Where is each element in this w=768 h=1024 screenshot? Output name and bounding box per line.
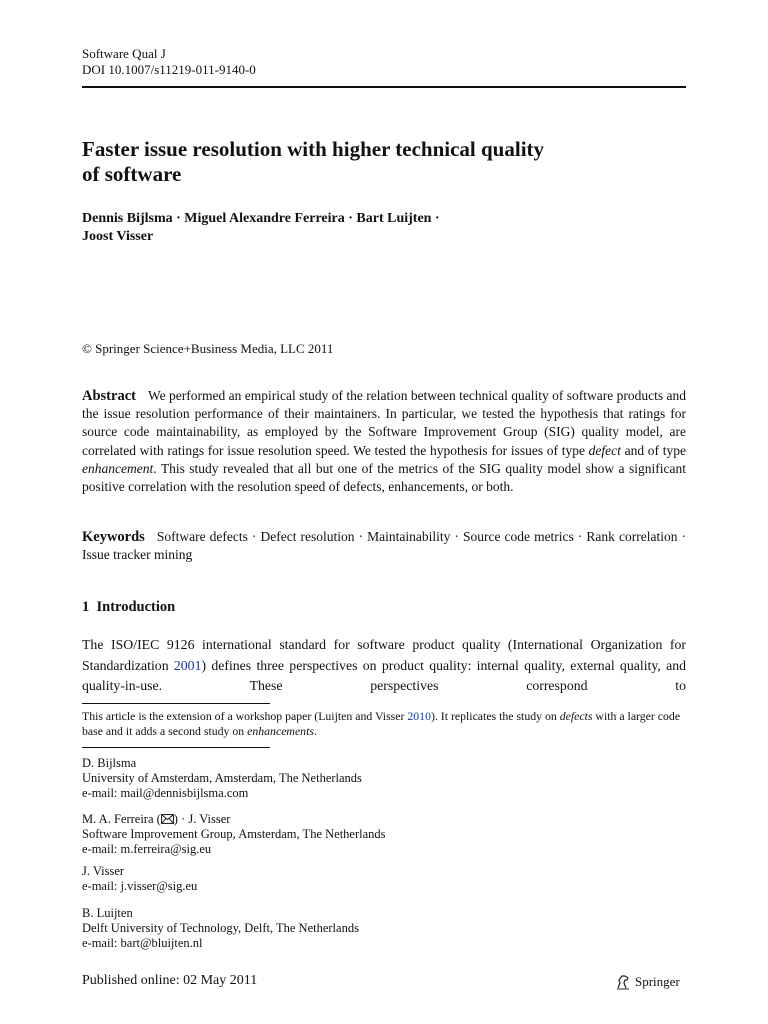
footnote-italic-defects: defects (559, 709, 593, 723)
keywords-heading: Keywords (82, 529, 145, 545)
keywords-text: Software defects · Defect resolution · Maintainability · Source code metrics · Rank correlation · Issue tracker mining (82, 529, 686, 563)
footnote-text-1: This article is the extension of a workshop paper (Luijten and Visser (82, 709, 408, 723)
footnote-text-2: ). It replicates the study on (430, 709, 560, 723)
title-line-1: Faster issue resolution with higher technical quality (82, 137, 545, 161)
title-line-2: of software (82, 162, 182, 186)
abstract-text-2: and of type (620, 442, 686, 458)
section-title: Introduction (96, 599, 176, 615)
header-rule (82, 86, 686, 88)
section-heading (82, 599, 175, 616)
abstract-text-1: We performed an empirical study of the relation between technical quality of software products and the issue resolution performance of their maintainers. In particular, we tested the hypothesis that ratings for source code maintainability, as employed by the Software Improvement Group (SIG) quality model, are correlated with ratings for issue resolution speed. We tested the hypothesis for issues of type (82, 388, 686, 458)
intro-text-2: ) defines three perspectives on product quality: internal quality, external quality, and quality-in-use. These perspectives correspond to (82, 657, 687, 694)
copyright: © Springer Science+Business Media, LLC 2011 (82, 341, 334, 356)
affiliation-name: D. Bijlsma (82, 756, 137, 770)
abstract-heading: Abstract (82, 388, 136, 404)
author-list (82, 210, 692, 246)
affiliation-name (82, 812, 386, 827)
abstract-text-3: . This study revealed that all but one of the metrics of the SIG quality model show a significant positive correlation with the resolution speed of defects, enhancements, or both. (82, 460, 686, 495)
publisher-mark (615, 974, 680, 990)
affiliation-org: University of Amsterdam, Amsterdam, The Netherlands (82, 771, 362, 785)
intro-text-1: The ISO/IEC 9126 international standard for software product quality (International Organization for Standardization (82, 637, 686, 673)
intro-paragraph (82, 635, 686, 697)
footnote (82, 709, 692, 739)
affiliation-name: J. Visser (82, 864, 125, 878)
footnote-rule (82, 703, 270, 704)
journal-name: Software Qual J (82, 46, 166, 61)
journal-header (82, 46, 256, 78)
affiliation-name-part-1: M. A. Ferreira ( (82, 812, 161, 826)
paper-title (82, 137, 692, 187)
springer-horse-icon (615, 974, 631, 990)
publisher-name: Springer (635, 974, 680, 989)
affiliation-org: Delft University of Technology, Delft, The Netherlands (82, 921, 359, 935)
affiliation-name-part-2: ) · J. Visser (173, 812, 231, 826)
affiliation-ferreira (82, 812, 386, 857)
abstract-italic-enhancement: enhancement (82, 460, 154, 476)
affiliation-name: B. Luijten (82, 906, 133, 920)
abstract (82, 387, 686, 496)
footnote-italic-enhancements: enhancements (247, 724, 314, 738)
footnote-citation-link[interactable]: 2010 (407, 709, 431, 723)
footnote-text-4: . (313, 724, 317, 738)
intro-citation-link[interactable]: 2001 (173, 657, 202, 673)
affiliation-rule (82, 747, 270, 748)
affiliation-luijten (82, 906, 359, 951)
authors-line-1: Dennis Bijlsma · Miguel Alexandre Ferreira · Bart Luijten · (82, 211, 440, 226)
keywords (82, 528, 686, 564)
affiliation-email[interactable]: e-mail: mail@dennisbijlsma.com (82, 786, 249, 800)
authors-line-2: Joost Visser (82, 229, 154, 244)
published-date: Published online: 02 May 2011 (82, 973, 258, 988)
envelope-icon[interactable] (161, 814, 174, 824)
doi[interactable]: DOI 10.1007/s11219-011-9140-0 (82, 62, 256, 77)
affiliation-visser (82, 864, 197, 894)
affiliation-email[interactable]: e-mail: j.visser@sig.eu (82, 879, 198, 893)
section-number: 1 (82, 599, 90, 615)
affiliation-bijlsma (82, 756, 362, 801)
affiliation-email[interactable]: e-mail: m.ferreira@sig.eu (82, 842, 212, 856)
affiliation-email[interactable]: e-mail: bart@bluijten.nl (82, 936, 203, 950)
footnote-text-3: with a larger code base and it adds a second study on (82, 709, 681, 738)
abstract-italic-defect: defect (588, 442, 621, 458)
affiliation-org: Software Improvement Group, Amsterdam, The Netherlands (82, 827, 386, 841)
